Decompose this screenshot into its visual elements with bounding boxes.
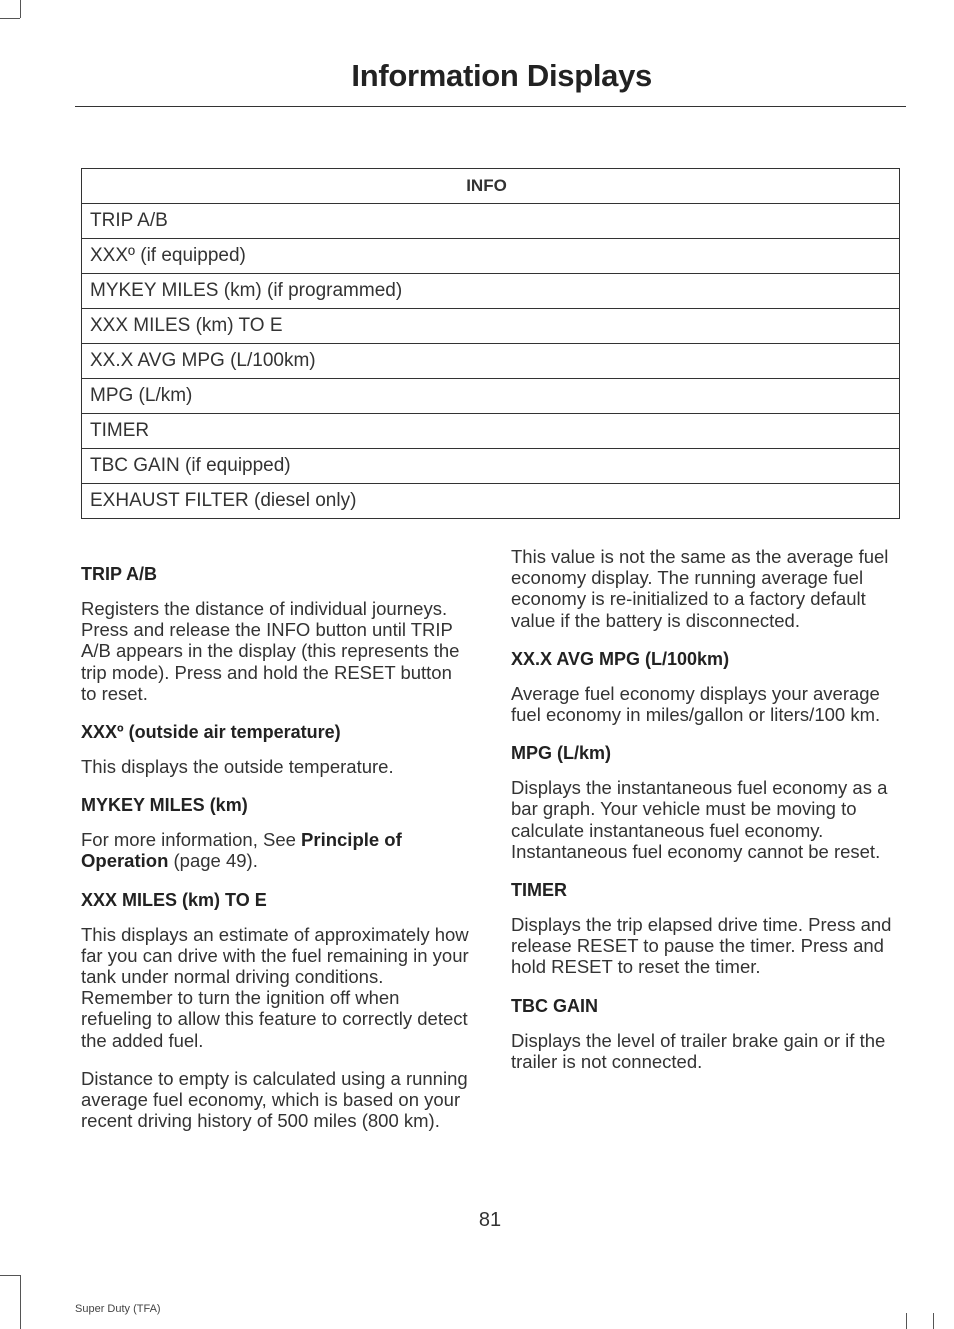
trip-heading: TRIP A/B — [81, 564, 158, 584]
table-row — [82, 344, 900, 379]
table-row — [82, 309, 900, 344]
page-number: 81 — [478, 1209, 502, 1231]
running-average-paragraph: This value is not the same as the average fuel economy display. The running average fuel economy is re-initialized to a factory default value if the battery is disconnected. — [511, 546, 889, 631]
timer-heading: TIMER — [511, 880, 567, 901]
distance-to-empty-heading: XXX MILES (km) TO E — [81, 889, 267, 910]
table-cell: MPG (L/km) — [82, 379, 900, 414]
distance-to-empty-paragraph-1: This displays an estimate of approximately how far you can drive with the fuel remaining in your tank under normal driving conditions. Remember to turn the ignition off when refueling to allow this feature to correctly detect the added fuel. — [81, 923, 469, 1051]
temperature-paragraph: This displays the outside temperature. — [81, 756, 394, 778]
principle-of-operation-link[interactable]: Principle of Operation — [81, 829, 402, 872]
crop-mark — [0, 1275, 20, 1276]
table-row — [82, 204, 900, 239]
mykey-heading: MYKEY MILES (km) — [81, 795, 248, 816]
crop-mark — [933, 1313, 934, 1329]
mykey-paragraph — [81, 829, 471, 871]
crop-mark — [20, 1275, 21, 1329]
edition-label: Super Duty (TFA) — [75, 1303, 161, 1315]
table-cell: TIMER — [82, 414, 900, 449]
crop-mark — [0, 18, 20, 19]
title-divider — [75, 106, 906, 107]
table-row — [82, 379, 900, 414]
table-cell: EXHAUST FILTER (diesel only) — [82, 484, 900, 519]
mpg-paragraph: Displays the instantaneous fuel economy as a bar graph. Your vehicle must be moving to calculate instantaneous fuel economy. Instantaneous fuel economy cannot be reset. — [511, 777, 888, 862]
info-table — [81, 168, 900, 519]
table-cell: XXX MILES (km) TO E — [82, 309, 900, 344]
distance-to-empty-paragraph-2: Distance to empty is calculated using a running average fuel economy, which is based on your recent driving history of 500 miles (800 km). — [81, 1067, 468, 1132]
avg-mpg-paragraph: Average fuel economy displays your average fuel economy in miles/gallon or liters/100 km. — [511, 682, 881, 726]
trip-paragraph: Registers the distance of individual journeys. Press and release the INFO button until TRIP A/B appears in the display (this represents the trip mode). Press and hold the RESET button to reset. — [81, 598, 460, 704]
table-cell: MYKEY MILES (km) (if programmed) — [82, 274, 900, 309]
temperature-heading: XXXº (outside air temperature) — [81, 722, 341, 743]
table-row — [82, 414, 900, 449]
table-cell: TRIP A/B — [82, 204, 900, 239]
mykey-text-post: (page 49). — [168, 850, 258, 872]
page-title: Information Displays — [351, 58, 652, 93]
table-row — [82, 449, 900, 484]
left-column — [81, 563, 471, 1148]
right-column — [511, 546, 901, 1089]
table-row — [82, 484, 900, 519]
crop-mark — [20, 0, 21, 18]
table-header-row — [82, 169, 900, 204]
table-header-cell: INFO — [82, 169, 900, 204]
table-row — [82, 239, 900, 274]
table-cell: TBC GAIN (if equipped) — [82, 449, 900, 484]
table-row — [82, 274, 900, 309]
mykey-text-pre: For more information, See — [81, 829, 302, 851]
mpg-heading: MPG (L/km) — [511, 743, 612, 764]
tbc-gain-paragraph: Displays the level of trailer brake gain or if the trailer is not connected. — [511, 1029, 886, 1072]
table-cell: XX.X AVG MPG (L/100km) — [82, 344, 900, 379]
table-cell: XXXº (if equipped) — [82, 239, 900, 274]
timer-paragraph: Displays the trip elapsed drive time. Press and release RESET to pause the timer. Press and hold RESET to reset the timer. — [511, 914, 892, 978]
avg-mpg-heading: XX.X AVG MPG (L/100km) — [511, 648, 730, 669]
crop-mark — [906, 1313, 907, 1329]
tbc-gain-heading: TBC GAIN — [511, 995, 598, 1016]
